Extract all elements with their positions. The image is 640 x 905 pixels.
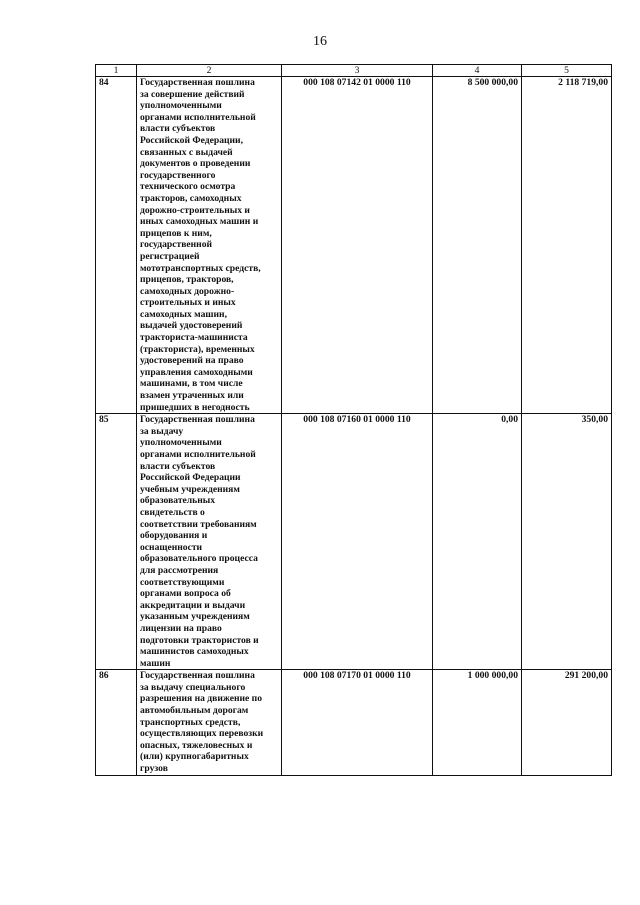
row-number: 85 bbox=[96, 414, 137, 670]
header-col-2: 2 bbox=[137, 65, 282, 77]
row-amount-col4: 0,00 bbox=[433, 414, 522, 670]
table-row bbox=[96, 77, 612, 414]
header-row bbox=[96, 65, 612, 77]
row-code: 000 108 07160 01 0000 110 bbox=[282, 414, 433, 670]
header-col-3: 3 bbox=[282, 65, 433, 77]
header-col-5: 5 bbox=[522, 65, 612, 77]
row-amount-col4: 8 500 000,00 bbox=[433, 77, 522, 414]
row-number: 84 bbox=[96, 77, 137, 414]
row-code: 000 108 07142 01 0000 110 bbox=[282, 77, 433, 414]
row-number: 86 bbox=[96, 670, 137, 775]
page-number: 16 bbox=[313, 34, 327, 49]
row-name: Государственная пошлина за выдачу уполномоченными органами исполнительной власти субъектов Российской Федерации учебным учреждениям образовательных свидетельств о соответствии требованиям оборудования и оснащенности образовательного процесса для рассмотрения соответствующими органами вопроса об аккредитации и выдачи указанным учреждениям лицензии на право подготовки трактористов и машинистов самоходных машин bbox=[137, 414, 282, 670]
row-amount-col5: 2 118 719,00 bbox=[522, 77, 612, 414]
row-name: Государственная пошлина за совершение действий уполномоченными органами исполнительной власти субъектов Российской Федерации, связанных с выдачей документов о проведении государственного технического осмотра тракторов, самоходных дорожно-строительных и иных самоходных машин и прицепов к ним, государственной регистрацией мототранспортных средств, прицепов, тракторов, самоходных дорожно- строительных и иных самоходных машин, выдачей удостоверений тракториста-машиниста (тракториста), временных удостоверений на право управления самоходными машинами, в том числе взамен утраченных или пришедших в негодность bbox=[137, 77, 282, 414]
row-amount-col4: 1 000 000,00 bbox=[433, 670, 522, 775]
budget-table bbox=[95, 64, 612, 776]
row-amount-col5: 350,00 bbox=[522, 414, 612, 670]
header-col-1: 1 bbox=[96, 65, 137, 77]
table-row bbox=[96, 414, 612, 670]
row-amount-col5: 291 200,00 bbox=[522, 670, 612, 775]
row-code: 000 108 07170 01 0000 110 bbox=[282, 670, 433, 775]
table-row bbox=[96, 670, 612, 775]
row-name: Государственная пошлина за выдачу специального разрешения на движение по автомобильным дорогам транспортных средств, осуществляющих перевозки опасных, тяжеловесных и (или) крупногабаритных грузов bbox=[137, 670, 282, 775]
header-col-4: 4 bbox=[433, 65, 522, 77]
